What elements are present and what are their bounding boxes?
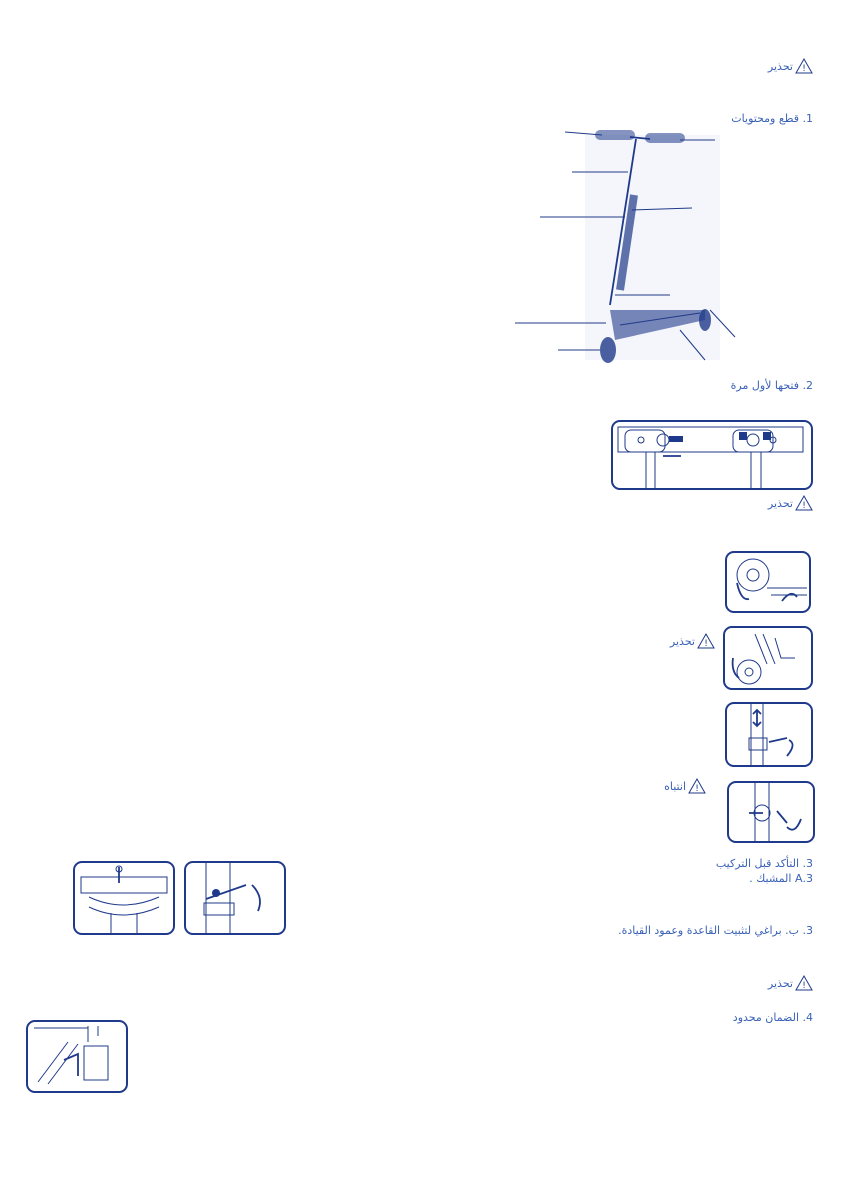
step-figure-3 [725, 702, 813, 767]
attention-step4 [664, 778, 706, 794]
warning-label: تحذير [767, 496, 793, 510]
svg-text:!: ! [802, 981, 806, 991]
attention-label: انتباه [664, 779, 686, 793]
section-4-heading: 4. الضمان محدود [732, 1011, 813, 1024]
warning-label: تحذير [669, 634, 695, 648]
warning-triangle-icon [697, 633, 715, 649]
clamp-figure-right [184, 861, 286, 935]
section-3b-heading: 3. ب. براغي لتثبيت القاعدة وعمود القيادة. [618, 924, 813, 937]
folding-clamp-figure [611, 420, 813, 490]
warning-3b [768, 975, 813, 991]
warning-triangle-icon [795, 58, 813, 74]
section-3a-heading: 3. التأكد قبل التركيب [715, 857, 813, 870]
svg-text:!: ! [695, 784, 699, 794]
warning-triangle-icon [795, 495, 813, 511]
section-1-heading: 1. قطع ومحتويات [731, 112, 813, 125]
svg-text:!: ! [704, 639, 708, 649]
step-figure-4 [727, 781, 815, 843]
svg-text:!: ! [802, 501, 806, 511]
warning-step2 [670, 633, 715, 649]
warning-top [768, 58, 813, 74]
step-figure-1 [725, 551, 811, 613]
step-figure-2 [723, 626, 813, 690]
warranty-figure [26, 1020, 128, 1093]
warning-triangle-icon [795, 975, 813, 991]
clamp-figure-left [73, 861, 175, 935]
svg-text:!: ! [802, 64, 806, 74]
section-2-heading: 2. فتحها لأول مرة [730, 379, 813, 392]
scooter-illustration [510, 125, 750, 370]
warning-fold [768, 495, 813, 511]
warning-label: تحذير [767, 59, 793, 73]
section-3a-subheading: 3.A المشبك . [749, 872, 813, 885]
warning-label: تحذير [767, 976, 793, 990]
warning-triangle-icon [688, 778, 706, 794]
